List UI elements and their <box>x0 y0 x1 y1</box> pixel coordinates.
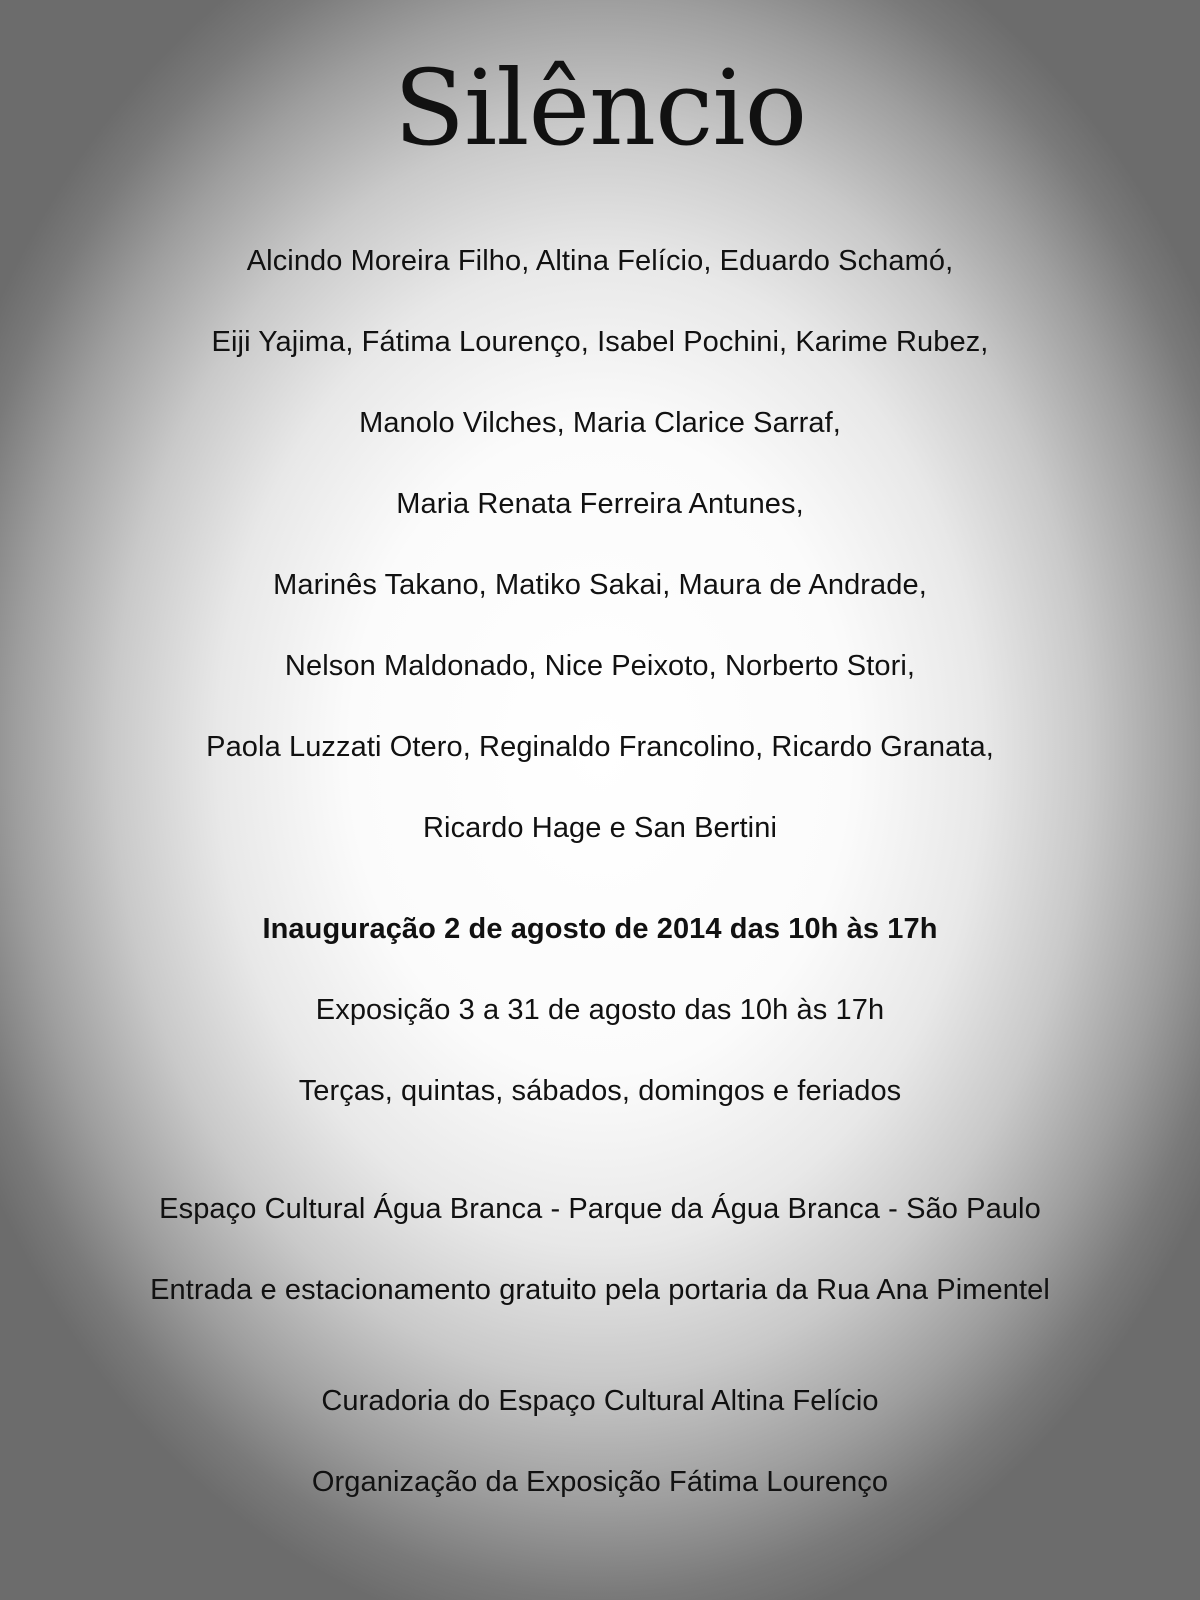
poster-title: Silêncio <box>393 47 807 169</box>
artist-line: Maria Renata Ferreira Antunes, <box>396 488 804 520</box>
exhibition-dates: Exposição 3 a 31 de agosto das 10h às 17h <box>315 994 885 1026</box>
opening-date: Inauguração 2 de agosto de 2014 das 10h às 17h <box>262 913 938 945</box>
artist-line: Eiji Yajima, Fátima Lourenço, Isabel Pochini, Karime Rubez, <box>211 326 989 358</box>
artist-line: Marinês Takano, Matiko Sakai, Maura de Andrade, <box>273 569 927 601</box>
artist-line: Paola Luzzati Otero, Reginaldo Francolino, Ricardo Granata, <box>206 731 994 763</box>
artist-line: Ricardo Hage e San Bertini <box>422 812 777 844</box>
venue-entrance: Entrada e estacionamento gratuito pela portaria da Rua Ana Pimentel <box>150 1274 1050 1306</box>
artist-line: Nelson Maldonado, Nice Peixoto, Norberto Stori, <box>284 650 916 682</box>
artist-line: Manolo Vilches, Maria Clarice Sarraf, <box>359 407 841 439</box>
organization-credit: Organização da Exposição Fátima Lourenço <box>311 1466 889 1498</box>
curation-credit: Curadoria do Espaço Cultural Altina Felício <box>321 1385 879 1417</box>
opening-days: Terças, quintas, sábados, domingos e feriados <box>298 1075 902 1107</box>
artist-line: Alcindo Moreira Filho, Altina Felício, Eduardo Schamó, <box>246 245 954 277</box>
venue-location: Espaço Cultural Água Branca - Parque da Água Branca - São Paulo <box>159 1193 1041 1225</box>
